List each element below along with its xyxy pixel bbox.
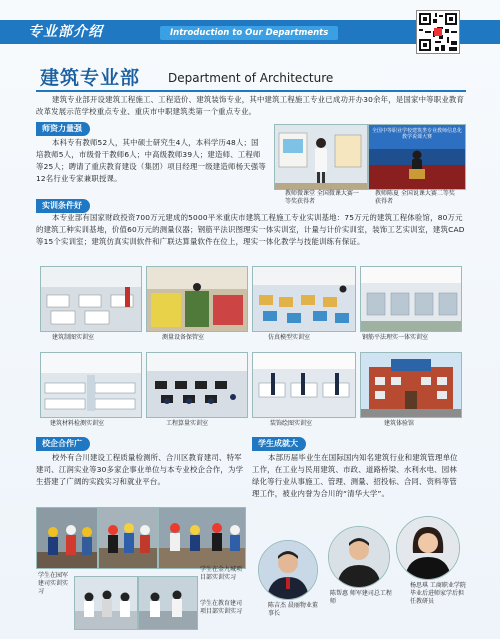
- qr-code-icon: [416, 10, 460, 54]
- alumni-text: 本部历届毕业生在国际国内知名建筑行业和建筑管理单位工作，在工业与民用建筑、市政、道路桥梁、水利水电、园林绿化等行业从事施工、管理、测量、招投标、合同、资料等管理工作，被业内誉为合川的“清华大学”。: [252, 453, 458, 498]
- faculty-tag: 师资力量强: [36, 122, 90, 136]
- coop-photo-2: [98, 507, 158, 569]
- header-title: 专业部介绍: [28, 24, 103, 40]
- faculty-photo-2: [368, 124, 466, 190]
- header-subtitle: Introduction to Our Departments: [160, 26, 338, 40]
- room-caption-2: 测量设备保管室: [162, 334, 205, 341]
- room-caption-6: 工程算量实训室: [166, 420, 209, 427]
- coop-photo-5: [138, 576, 198, 630]
- faculty-photo-1: [274, 124, 368, 190]
- training-tag: 实训条件好: [36, 199, 90, 213]
- room-photo-2: [146, 266, 248, 332]
- coop-photo-3: [158, 507, 246, 569]
- room-photo-5: [40, 352, 142, 418]
- department-title: 建筑专业部: [40, 67, 141, 89]
- cooperation-text: 校外有合川建设工程质量检测所、合川区教育建司、特军建司、江润实业等30多家企事业单位与本专业校企合作，为学生搭建了广阔的实践实习和就业平台。: [36, 453, 244, 486]
- faculty-photo-2-caption: 教师陈夏 全国说课大赛二等奖获得者: [375, 190, 455, 205]
- cooperation-tag: 校企合作广: [36, 437, 90, 451]
- room-caption-1: 建筑制图实训室: [52, 334, 95, 341]
- alumni-photo-3: [396, 516, 460, 580]
- department-intro: 建筑专业部开设建筑工程施工、工程造价、建筑装饰专业，其中建筑工程施工专业已成功开办30余年，是国家中等职业教育改革发展示范学校重点专业、重庆市中职建筑类第一个重点专业。: [36, 95, 465, 116]
- coop-caption-1: 学生在园军建司实训实习: [38, 572, 69, 595]
- room-caption-7: 装饰绘图实训室: [270, 420, 313, 427]
- alumni-photo-2: [328, 526, 390, 588]
- coop-caption-2: 学生在金九城项目部实训实习: [200, 566, 243, 581]
- faculty-photo-1-caption: 教师微课堂 全国微课大赛一等奖获得者: [285, 190, 359, 205]
- coop-photo-1: [36, 507, 98, 569]
- faculty-text: 本科专有教师52人，其中硕士研究生4人，本科学历48人；国培教师5人，市级骨干教师6人；中高级教师39人；建造师、工程师等25人；聘请了重庆教育建设（集团）项目经理一级建造师杨天强等12名行业专家兼职授课。: [36, 138, 266, 183]
- title-divider: [36, 90, 466, 92]
- room-caption-4: 钢筋平法理实一体实训室: [362, 334, 429, 341]
- room-caption-3: 仿真模型实训室: [268, 334, 311, 341]
- room-caption-8: 建筑体验馆: [384, 420, 415, 427]
- room-photo-8: [360, 352, 462, 418]
- training-text: 本专业部有国家财政投资700万元建成的5000平米重庆市建筑工程施工专业实训基地：75万元的建筑工程体验馆，80万元的建筑工种实训基地，价值60万元的测量仪器；钢筋平法识图理实一体实训室，计量与计价实训室，装饰工艺实训室，建筑CAD等15个实训室；建筑仿真实训软件和广联达算量软件在位上，理实一体化教学与技能训练有保证。: [36, 213, 465, 246]
- alumni-caption-1: 陈吉杰 晨丽物业董事长: [268, 602, 318, 617]
- department-title-en: Department of Architecture: [168, 71, 334, 85]
- room-caption-5: 建筑材料检测实训室: [50, 420, 105, 427]
- alumni-tag: 学生成就大: [252, 437, 306, 451]
- room-photo-6: [146, 352, 248, 418]
- room-photo-3: [252, 266, 356, 332]
- alumni-caption-2: 陈帮惠 师军建司总工程师: [330, 590, 392, 605]
- room-photo-4: [360, 266, 462, 332]
- coop-photo-4: [74, 576, 138, 630]
- alumni-caption-3: 杨思琪 工商职业学院毕业后进师家学后担任教研员: [410, 582, 466, 605]
- alumni-photo-1: [258, 540, 318, 600]
- banner-text: 全国中等职业学校建筑类专业教师信息化教学说课大赛: [371, 128, 462, 140]
- room-photo-1: [40, 266, 142, 332]
- coop-caption-3: 学生在教育建司项目部实训实习: [200, 600, 243, 615]
- room-photo-7: [252, 352, 356, 418]
